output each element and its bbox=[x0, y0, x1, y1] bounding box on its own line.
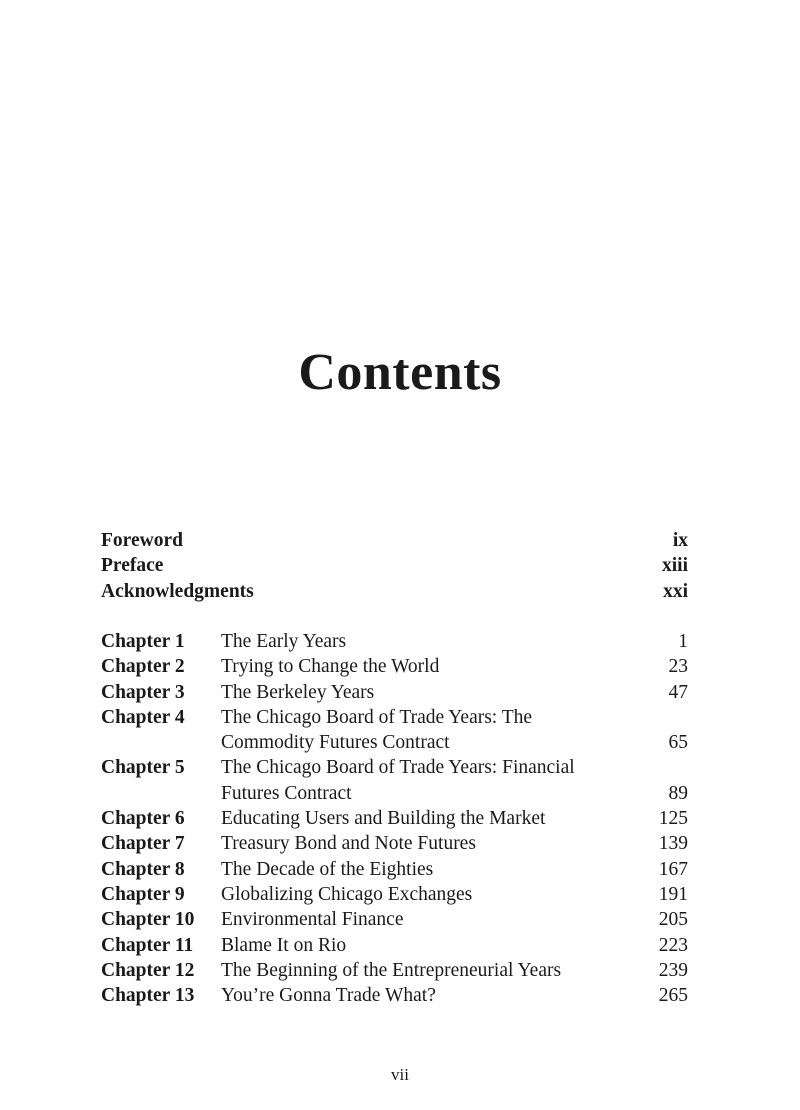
chapter-page-number: 125 bbox=[658, 808, 688, 830]
chapter-label: Chapter 9 bbox=[101, 883, 185, 905]
chapter-title bbox=[221, 680, 638, 705]
page-number: vii bbox=[391, 1065, 409, 1084]
toc-entry-page: xiii bbox=[661, 555, 688, 577]
toc-entry-chapter-8[interactable] bbox=[101, 857, 688, 882]
chapter-page-number: 205 bbox=[658, 909, 688, 931]
chapter-page-number: 139 bbox=[658, 833, 688, 855]
chapter-page-number: 191 bbox=[658, 883, 688, 905]
page-title: Contents bbox=[298, 343, 502, 401]
chapter-label: Chapter 1 bbox=[101, 631, 185, 652]
toc-entry-foreword[interactable] bbox=[101, 528, 688, 553]
chapter-label: Chapter 10 bbox=[101, 909, 195, 931]
chapter-title bbox=[221, 705, 638, 756]
chapter-title-line: The Chicago Board of Trade Years: Financial bbox=[221, 757, 575, 779]
chapter-title-line: Blame It on Rio bbox=[221, 934, 347, 956]
chapter-title bbox=[221, 907, 638, 932]
chapter-title-line: Trying to Change the World bbox=[221, 656, 440, 678]
chapter-label: Chapter 12 bbox=[101, 959, 195, 981]
toc-entry-page: xxi bbox=[663, 580, 688, 602]
toc-entry-chapter-12[interactable] bbox=[101, 958, 688, 983]
chapter-title-line: Commodity Futures Contract bbox=[221, 732, 450, 754]
chapter-title bbox=[221, 654, 638, 679]
chapter-title bbox=[221, 831, 638, 856]
toc-entry-chapter-6[interactable] bbox=[101, 806, 688, 831]
chapter-list bbox=[101, 629, 688, 1008]
toc-entry-chapter-9[interactable] bbox=[101, 882, 688, 907]
toc-entry-chapter-4[interactable] bbox=[101, 705, 688, 756]
chapter-title bbox=[221, 983, 638, 1008]
chapter-label: Chapter 2 bbox=[101, 656, 185, 678]
chapter-title-line: The Beginning of the Entrepreneurial Years bbox=[221, 959, 562, 981]
chapter-page-number: 65 bbox=[668, 732, 688, 754]
chapter-title-line: The Berkeley Years bbox=[221, 681, 375, 703]
chapter-page-number: 265 bbox=[658, 985, 688, 1007]
toc-entry-acknowledgments[interactable] bbox=[101, 579, 688, 604]
chapter-title bbox=[221, 806, 638, 831]
chapter-page-number: 47 bbox=[668, 681, 688, 703]
chapter-title bbox=[221, 857, 638, 882]
chapter-label: Chapter 3 bbox=[101, 681, 185, 703]
toc-entry-chapter-10[interactable] bbox=[101, 907, 688, 932]
toc-entry-chapter-11[interactable] bbox=[101, 933, 688, 958]
chapter-title-line: Futures Contract bbox=[221, 782, 352, 804]
toc-entry-chapter-7[interactable] bbox=[101, 831, 688, 856]
chapter-label: Chapter 7 bbox=[101, 833, 185, 855]
toc-entry-page: ix bbox=[672, 530, 688, 551]
toc-entry-chapter-1[interactable] bbox=[101, 629, 688, 654]
toc-entry-preface[interactable] bbox=[101, 553, 688, 578]
toc-entry-chapter-3[interactable] bbox=[101, 680, 688, 705]
chapter-title-line: Educating Users and Building the Market bbox=[221, 808, 546, 830]
chapter-page-number: 223 bbox=[658, 934, 688, 956]
chapter-title-line: Globalizing Chicago Exchanges bbox=[221, 883, 473, 905]
chapter-page-number: 23 bbox=[668, 656, 688, 678]
chapter-label: Chapter 4 bbox=[101, 706, 185, 728]
chapter-title bbox=[221, 755, 638, 806]
front-matter-list bbox=[101, 528, 688, 604]
chapter-title-line: The Decade of the Eighties bbox=[221, 858, 434, 880]
toc-entry-label: Preface bbox=[101, 555, 164, 577]
chapter-page-number: 1 bbox=[678, 631, 688, 652]
chapter-title bbox=[221, 958, 638, 983]
chapter-label: Chapter 13 bbox=[101, 985, 195, 1007]
chapter-label: Chapter 5 bbox=[101, 757, 185, 779]
chapter-title bbox=[221, 882, 638, 907]
chapter-title-line: You’re Gonna Trade What? bbox=[221, 985, 436, 1007]
chapter-label: Chapter 8 bbox=[101, 858, 185, 880]
chapter-title-line: The Chicago Board of Trade Years: The bbox=[221, 706, 533, 728]
chapter-title-line: Environmental Finance bbox=[221, 909, 404, 931]
toc-entry-chapter-2[interactable] bbox=[101, 654, 688, 679]
chapter-title bbox=[221, 933, 638, 958]
toc-entry-chapter-5[interactable] bbox=[101, 755, 688, 806]
chapter-title-line: Treasury Bond and Note Futures bbox=[221, 833, 476, 855]
chapter-page-number: 167 bbox=[658, 858, 688, 880]
chapter-label: Chapter 6 bbox=[101, 808, 185, 830]
toc-entry-label: Foreword bbox=[101, 530, 183, 551]
chapter-page-number: 239 bbox=[658, 959, 688, 981]
chapter-label: Chapter 11 bbox=[101, 934, 194, 956]
chapter-title-line: The Early Years bbox=[221, 631, 347, 652]
toc-entry-label: Acknowledgments bbox=[101, 580, 254, 602]
chapter-title bbox=[221, 629, 638, 654]
chapter-page-number: 89 bbox=[668, 782, 688, 804]
toc-entry-chapter-13[interactable] bbox=[101, 983, 688, 1008]
